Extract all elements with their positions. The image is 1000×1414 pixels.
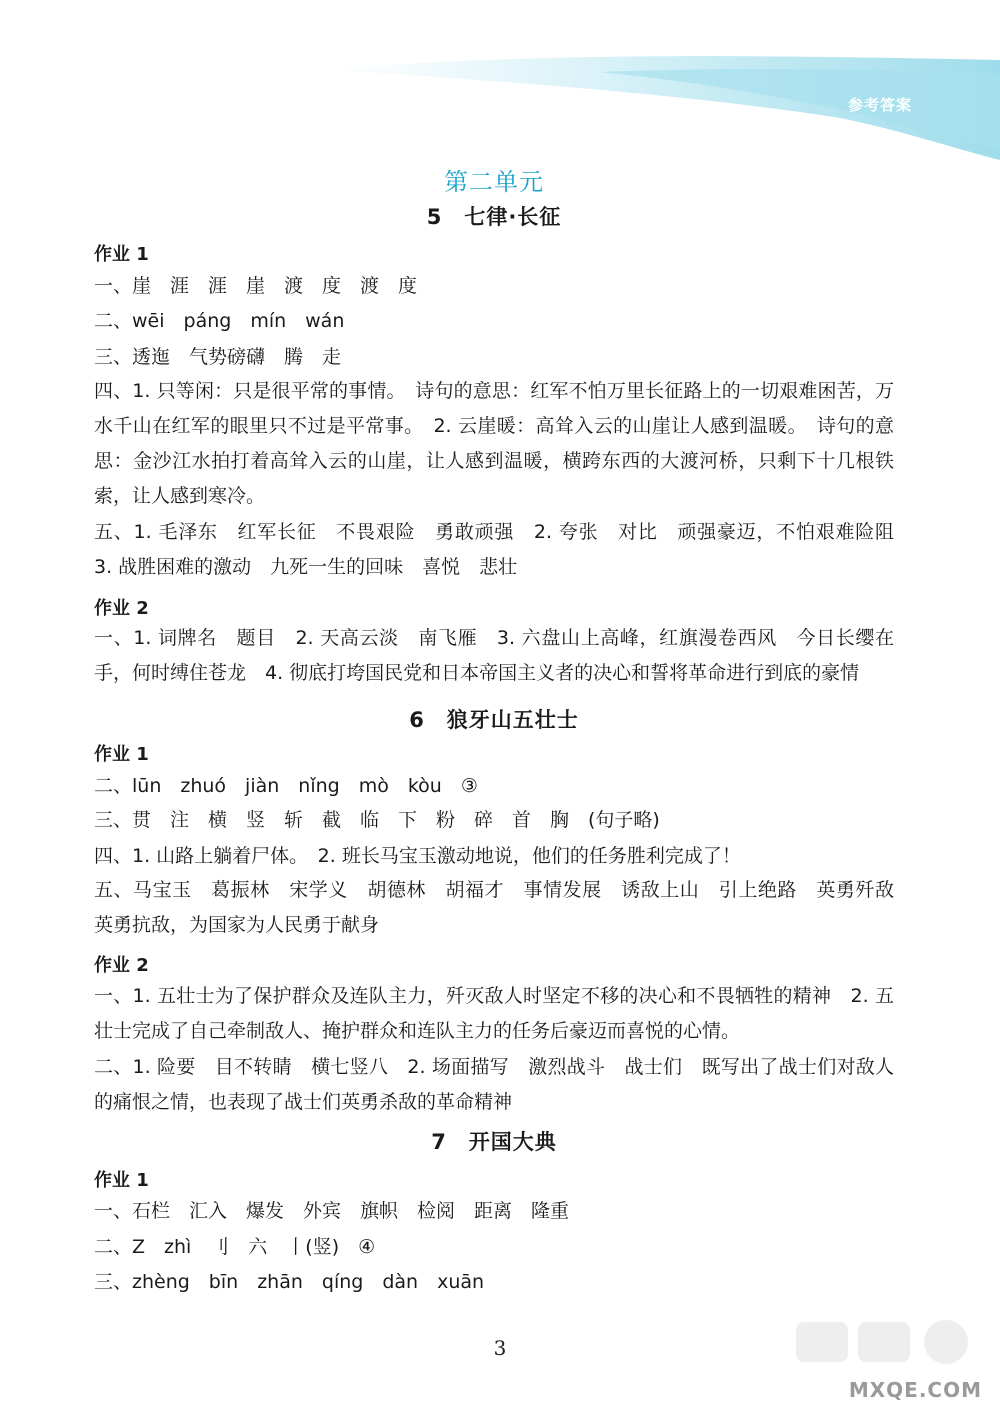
lesson-title: 6 狼牙山五壮士 [409,708,579,732]
unit-title: 第二单元 [444,168,544,196]
answer-line: 二、Z zhì 刂 六 丨(竖) ④ [94,1236,376,1258]
lesson-title: 5 七律·长征 [426,205,562,229]
header-banner [0,0,1000,170]
answer-line: 二、wēi páng mín wán [94,310,345,332]
answer-key-label: 参考答案 [847,96,912,114]
lesson-title: 7 开国大典 [431,1130,557,1154]
answer-line: 一、崖 涯 涯 崖 渡 度 渡 度 [94,275,418,297]
answer-paragraph: 五、1. 毛泽东 红军长征 不畏艰险 勇敢顽强 2. 夸张 对比 顽强豪迈，不怕艰难险阻 3. 战胜困难的激动 九死一生的回味 喜悦 悲壮 [94,521,914,578]
watermark-text: MXQE.COM [848,1378,982,1402]
answer-line: 二、lūn zhuó jiàn nǐng mò kòu ③ [94,775,478,797]
answer-line: 三、贯 注 横 竖 斩 截 临 下 粉 碎 首 胸 (句子略) [94,809,660,831]
homework-label: 作业 1 [94,1170,149,1191]
answer-line: 一、石栏 汇入 爆发 外宾 旗帜 检阅 距离 隆重 [94,1200,570,1222]
answer-paragraph: 五、马宝玉 葛振林 宋学义 胡德林 胡福才 事情发展 诱敌上山 引上绝路 英勇歼敌 英勇抗敌，为国家为人民勇于献身 [94,879,914,936]
answer-line: 三、zhèng bīn zhān qíng dàn xuān [94,1271,485,1293]
homework-label: 作业 2 [94,598,149,619]
answer-paragraph: 一、1. 词牌名 题目 2. 天高云淡 南飞雁 3. 六盘山上高峰，红旗漫卷西风 今日长缨在手，何时缚住苍龙 4. 彻底打垮国民党和日本帝国主义者的决心和誓将革命进行到底的豪情 [94,627,894,684]
page-number: 3 [493,1336,507,1360]
homework-label: 作业 2 [94,955,149,976]
answer-line: 三、透迤 气势磅礴 腾 走 [94,346,342,368]
answer-line: 四、1. 山路上躺着尸体。 2. 班长马宝玉激动地说，他们的任务胜利完成了！ [94,845,741,867]
answer-paragraph: 一、1. 五壮士为了保护群众及连队主力，歼灭敌人时坚定不移的决心和不畏牺牲的精神 2. 五壮士完成了自己牵制敌人、掩护群众和连队主力的任务后豪迈而喜悦的心情。 [94,985,894,1042]
answer-paragraph: 二、1. 险要 目不转睛 横七竖八 2. 场面描写 激烈战斗 战士们 既写出了战士们对敌人的痛恨之情，也表现了战士们英勇杀敌的革命精神 [94,1056,894,1113]
homework-label: 作业 1 [94,744,149,765]
homework-label: 作业 1 [94,244,149,265]
answer-paragraph: 四、1. 只等闲：只是很平常的事情。 诗句的意思：红军不怕万里长征路上的一切艰难困苦，万水千山在红军的眼里只不过是平常事。 2. 云崖暖：高耸入云的山崖让人感到温暖。 诗句的意思：金沙江水拍打着高耸入云的山崖，让人感到温暖，横跨东西的大渡河桥，只剩下十几根铁索，让人感到寒冷。 [94,380,894,507]
